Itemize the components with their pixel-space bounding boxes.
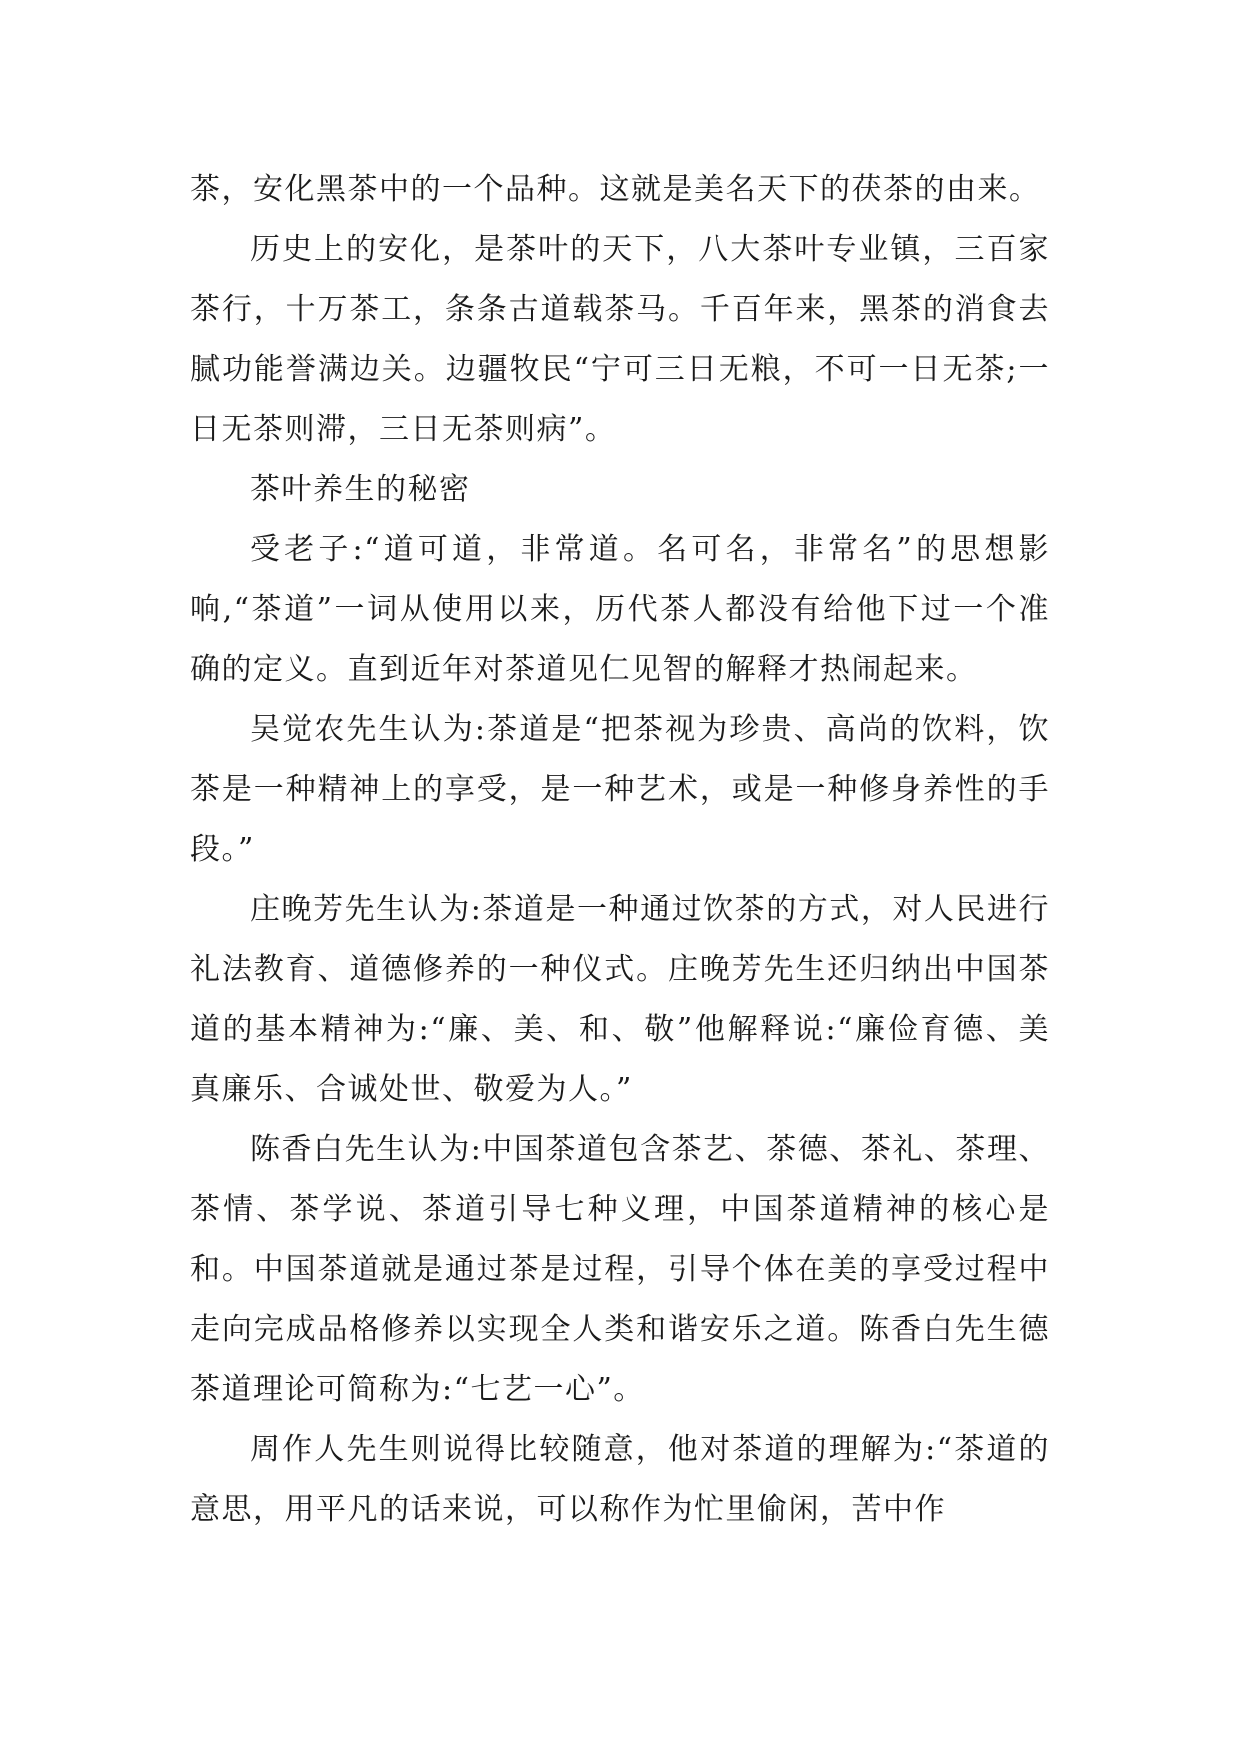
body-text bbox=[190, 160, 1050, 1540]
paragraph-zhuang-wanfang: 庄晚芳先生认为:茶道是一种通过饮茶的方式，对人民进行礼法教育、道德修养的一种仪式。庄晚芳先生还归纳出中国茶道的基本精神为:“廉、美、和、敬”他解释说:“廉俭育德、美真廉乐、合诚处世、敬爱为人。” bbox=[190, 892, 1050, 1107]
paragraph-chen-xiangbai: 陈香白先生认为:中国茶道包含茶艺、茶德、茶礼、茶理、茶情、茶学说、茶道引导七种义理，中国茶道精神的核心是和。中国茶道就是通过茶是过程，引导个体在美的享受过程中走向完成品格修养以实现全人类和谐安乐之道。陈香白先生德茶道理论可简称为:“七艺一心”。 bbox=[190, 1132, 1050, 1407]
section-heading: 茶叶养生的秘密 bbox=[250, 472, 471, 507]
paragraph-laozi: 受老子:“道可道，非常道。名可名，非常名”的思想影响,“茶道”一词从使用以来，历代茶人都没有给他下过一个准确的定义。直到近年对茶道见仁见智的解释才热闹起来。 bbox=[190, 532, 1050, 687]
paragraph-zhou-zuoren: 周作人先生则说得比较随意，他对茶道的理解为:“茶道的意思，用平凡的话来说，可以称作为忙里偷闲，苦中作 bbox=[190, 1432, 1050, 1527]
paragraph-wu-juenong: 吴觉农先生认为:茶道是“把茶视为珍贵、高尚的饮料，饮茶是一种精神上的享受，是一种艺术，或是一种修身养性的手段。” bbox=[190, 712, 1050, 867]
paragraph-anhua-history: 历史上的安化，是茶叶的天下，八大茶叶专业镇，三百家茶行，十万茶工，条条古道载茶马。千百年来，黑茶的消食去腻功能誉满边关。边疆牧民“宁可三日无粮，不可一日无茶;一日无茶则滞，三日无茶则病”。 bbox=[190, 232, 1050, 447]
paragraph-continued: 茶，安化黑茶中的一个品种。这就是美名天下的茯茶的由来。 bbox=[190, 172, 1041, 207]
